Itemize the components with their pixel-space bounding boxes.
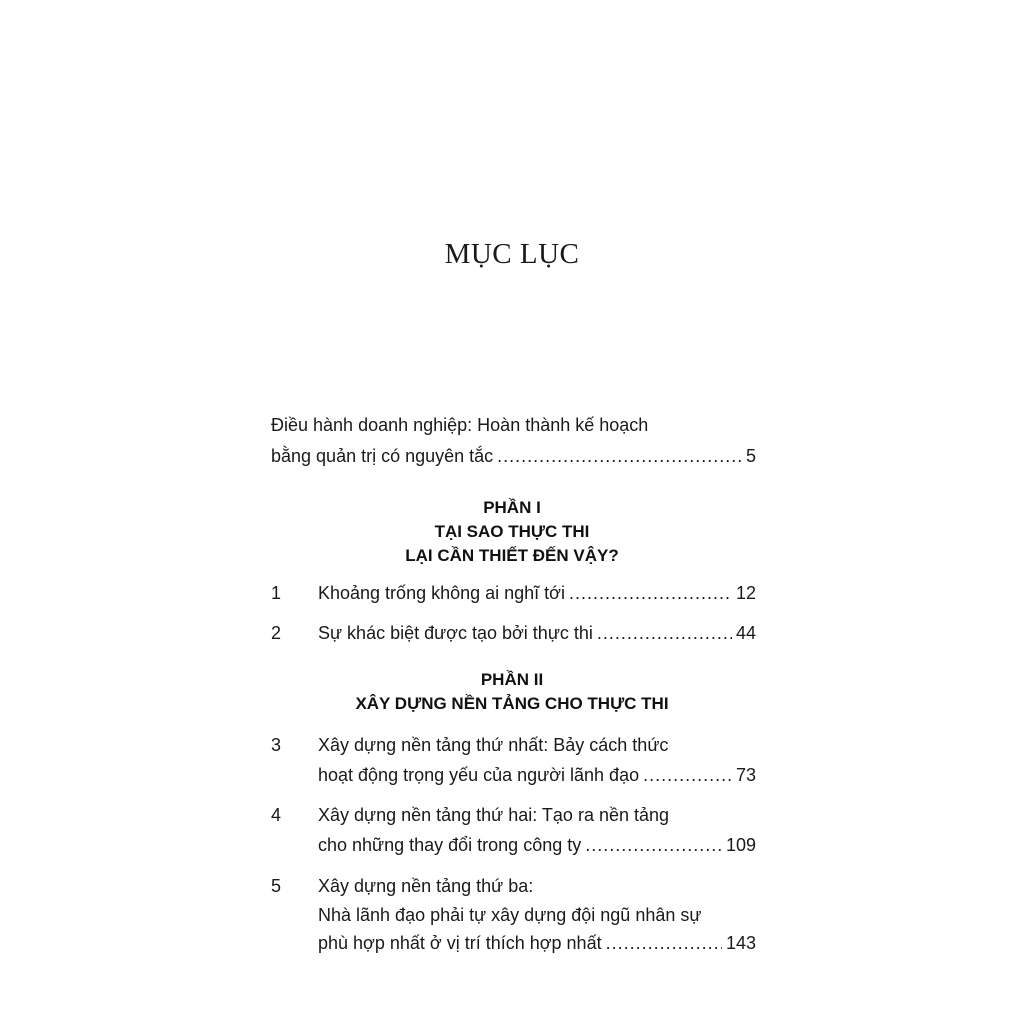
dot-leader: [585, 834, 722, 856]
part1-title-line1: TẠI SAO THỰC THI: [434, 522, 590, 541]
chapter-5-entry: [318, 932, 756, 954]
chapter-3-number: 3: [271, 735, 282, 755]
chapter-5-line2: Nhà lãnh đạo phải tự xây dựng đội ngũ nhân sự: [318, 905, 702, 925]
chapter-3-entry: [318, 764, 756, 786]
chapter-1-entry: [318, 582, 756, 604]
chapter-2-text: Sự khác biệt được tạo bởi thực thi: [318, 623, 593, 643]
chapter-1-page: 12: [735, 583, 756, 603]
dot-leader: [569, 582, 732, 604]
chapter-4-entry: [318, 834, 756, 856]
dot-leader: [643, 764, 732, 786]
chapter-3-line1: Xây dựng nền tảng thứ nhất: Bảy cách thức: [318, 735, 669, 755]
part2-title-line1: XÂY DỰNG NỀN TẢNG CHO THỰC THI: [355, 694, 669, 713]
chapter-4-line2: cho những thay đổi trong công ty: [318, 835, 582, 855]
chapter-3-page: 73: [735, 765, 756, 785]
chapter-4-page: 109: [725, 835, 756, 855]
dot-leader: [497, 445, 742, 467]
chapter-5-line1: Xây dựng nền tảng thứ ba:: [318, 876, 534, 896]
chapter-5-line3: phù hợp nhất ở vị trí thích hợp nhất: [318, 933, 602, 953]
chapter-2-entry: [318, 622, 756, 644]
chapter-4-number: 4: [271, 805, 282, 825]
chapter-5-number: 5: [271, 876, 282, 896]
dot-leader: [597, 622, 732, 644]
part1-label: PHẦN I: [483, 498, 541, 517]
intro-entry-line2: [271, 445, 756, 467]
toc-title: MỤC LỤC: [444, 238, 580, 270]
chapter-2-page: 44: [735, 623, 756, 643]
chapter-4-line1: Xây dựng nền tảng thứ hai: Tạo ra nền tảng: [318, 805, 670, 825]
intro-entry-line1: Điều hành doanh nghiệp: Hoàn thành kế hoạch: [271, 415, 649, 435]
chapter-1-text: Khoảng trống không ai nghĩ tới: [318, 583, 565, 603]
dot-leader: [606, 932, 722, 954]
intro-entry-text: bằng quản trị có nguyên tắc: [271, 446, 494, 466]
part1-title-line2: LẠI CẦN THIẾT ĐẾN VẬY?: [405, 546, 619, 565]
chapter-2-number: 2: [271, 623, 282, 643]
chapter-1-number: 1: [271, 583, 282, 603]
chapter-3-line2: hoạt động trọng yếu của người lãnh đạo: [318, 765, 640, 785]
part2-label: PHẦN II: [480, 670, 544, 689]
chapter-5-page: 143: [725, 933, 756, 953]
intro-entry-page: 5: [745, 446, 756, 466]
